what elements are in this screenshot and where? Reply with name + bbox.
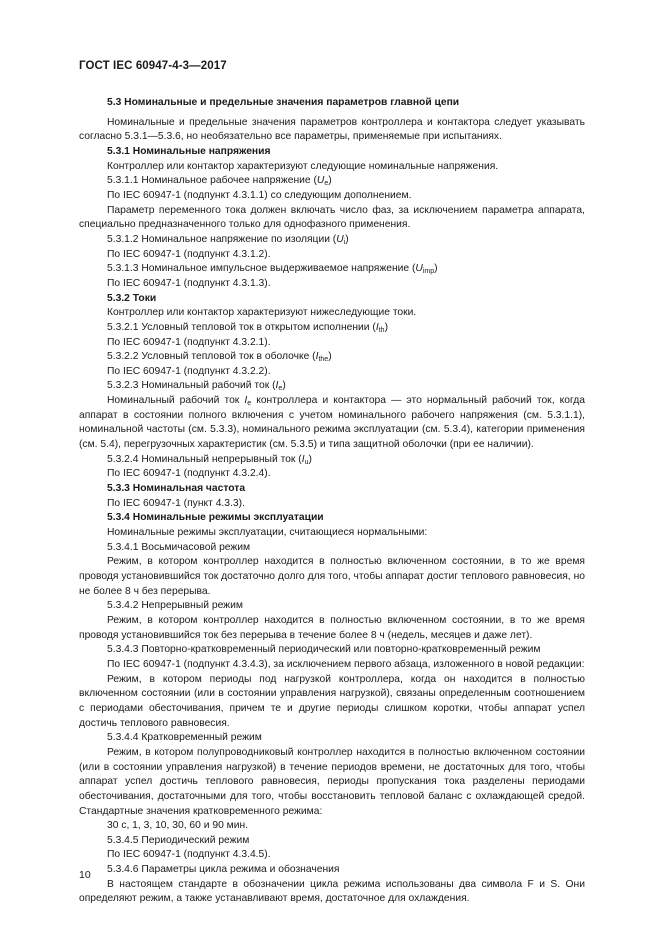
paragraph: По IEC 60947-1 (пункт 4.3.3).: [107, 497, 245, 509]
symbol: I: [275, 380, 279, 392]
document-body: [79, 96, 585, 907]
paragraph: Контроллер или контактор характеризуют следующие номинальные напряжения.: [107, 160, 499, 172]
paragraph: Номинальные режимы эксплуатации, считающиеся нормальными:: [107, 527, 428, 539]
paragraph: 30 с, 1, 3, 10, 30, 60 и 90 мин.: [107, 820, 249, 832]
paragraph: 5.3.4.6 Параметры цикла режима и обозначения: [107, 864, 340, 876]
paragraph: 5.3.4.3 Повторно-кратковременный периодический или повторно-кратковременный режим: [107, 644, 541, 656]
paragraph: По IEC 60947-1 (подпункт 4.3.4.3), за исключением первого абзаца, изложенного в новой редакции:: [107, 658, 585, 670]
paragraph: 5.3.1.2 Номинальное напряжение по изоляции $(U_i)$: [107, 233, 349, 246]
paragraph: Режим, в котором периоды под нагрузкой контроллера, когда он находится в полностью включенном состоянии (или в состоянии управления нагрузкой), связаны определенным соотношением с периодами обесточивания, причем те и другие периоды слишком коротки, чтобы аппарат успел достичь теплового равновесия.: [79, 673, 585, 729]
paragraph: По IEC 60947-1 (подпункт 4.3.2.2).: [107, 365, 271, 377]
symbol: I: [244, 395, 248, 407]
paragraph: Режим, в котором контроллер находится в полностью включенном состоянии, в то же время проводя установившийся ток достаточно долго для того, чтобы аппарат достиг теплового равновесия, но не более 8 ч без перерыва.: [79, 556, 585, 597]
paragraph: Контроллер или контактор характеризуют нижеследующие токи.: [107, 307, 417, 319]
paragraph: 5.3.2.4 Номинальный непрерывный ток $(I_u)$: [107, 453, 312, 466]
paragraph: 5.3.1.1 Номинальное рабочее напряжение $(U_e)$: [107, 175, 332, 188]
paragraph: В настоящем стандарте в обозначении цикла режима использованы два символа F и S. Они определяют режим, а также устанавливают время, достаточное для охлаждения.: [79, 878, 585, 905]
paragraph: По IEC 60947-1 (подпункт 4.3.1.2).: [107, 248, 271, 260]
paragraph: 5.3.4.4 Кратковременный режим: [107, 732, 262, 744]
paragraph: Режим, в котором контроллер находится в полностью включенном состоянии, в то же время проводя установившийся ток без перерыва в течение более 8 ч (недель, месяцев и даже лет).: [79, 614, 585, 641]
paragraph: По IEC 60947-1 (подпункт 4.3.2.1).: [107, 336, 271, 348]
section-heading: 5.3.2 Токи: [107, 292, 157, 304]
paragraph: Номинальный рабочий ток $I_e$ контроллера и контактора — это нормальный рабочий ток, когда аппарат в состоянии полного включения с учетом номинального рабочего напряжения (см. 5.3.1.1), номинальной частоты (см. 5.3.3), номинального режима эксплуатации (см. 5.3.4), категории применения (см. 5.4), перегрузочных характеристик (см. 5.3.5) и типа защитной оболочки (при ее наличии).: [79, 395, 585, 451]
page-number: 10: [79, 869, 91, 881]
paragraph: 5.3.2.2 Условный тепловой ток в оболочке $(I_{the})$: [107, 351, 332, 364]
paragraph: 5.3.4.5 Периодический режим: [107, 834, 250, 846]
section-heading: 5.3.3 Номинальная частота: [107, 483, 246, 495]
paragraph: По IEC 60947-1 (подпункт 4.3.4.5).: [107, 849, 271, 861]
symbol: U: [316, 175, 325, 187]
paragraph: 5.3.4.1 Восьмичасовой режим: [107, 541, 251, 553]
paragraph: По IEC 60947-1 (подпункт 4.3.1.3).: [107, 277, 271, 289]
symbol: I: [301, 453, 305, 465]
paragraph: 5.3.1.3 Номинальное импульсное выдерживаемое напряжение $(U_{imp})$: [107, 263, 438, 276]
paragraph: Номинальные и предельные значения параметров контроллера и контактора следует указывать согласно 5.3.1—5.3.6, но необязательно все параметры, применяемые при испытаниях.: [79, 116, 585, 143]
paragraph: 5.3.4.2 Непрерывный режим: [107, 600, 243, 612]
symbol: I: [375, 321, 379, 333]
symbol: U: [415, 263, 423, 275]
paragraph: Параметр переменного тока должен включать число фаз, за исключением параметра аппарата, специально предназначенного только для однофазного применения.: [79, 204, 585, 231]
paragraph: Режим, в котором полупроводниковый контроллер находится в полностью включенном состоянии (или в состоянии управления нагрузкой) в течение периодов времени, не достаточных для того, чтобы аппарат успел достичь теплового равновесия, периоды пропускания тока разделены периодами обесточивания, достаточными для того, чтобы восстановить тепловой баланс с охлаждающей средой. Стандартные значения кратковременного режима:: [79, 746, 585, 817]
paragraph: 5.3.2.1 Условный тепловой ток в открытом исполнении $(I_{th})$: [107, 321, 388, 334]
symbol: I: [315, 351, 319, 363]
paragraph: По IEC 60947-1 (подпункт 4.3.1.1) со следующим дополнением.: [107, 189, 412, 201]
paragraph: 5.3.2.3 Номинальный рабочий ток $(I_e)$: [107, 380, 286, 393]
paragraph: По IEC 60947-1 (подпункт 4.3.2.4).: [107, 468, 271, 480]
section-heading: 5.3.1 Номинальные напряжения: [107, 145, 271, 157]
symbol: U: [336, 233, 344, 245]
section-heading: 5.3.4 Номинальные режимы эксплуатации: [107, 512, 324, 524]
section-heading: 5.3 Номинальные и предельные значения параметров главной цепи: [107, 97, 460, 108]
document-header: ГОСТ IEC 60947-4-3—2017: [79, 60, 227, 72]
